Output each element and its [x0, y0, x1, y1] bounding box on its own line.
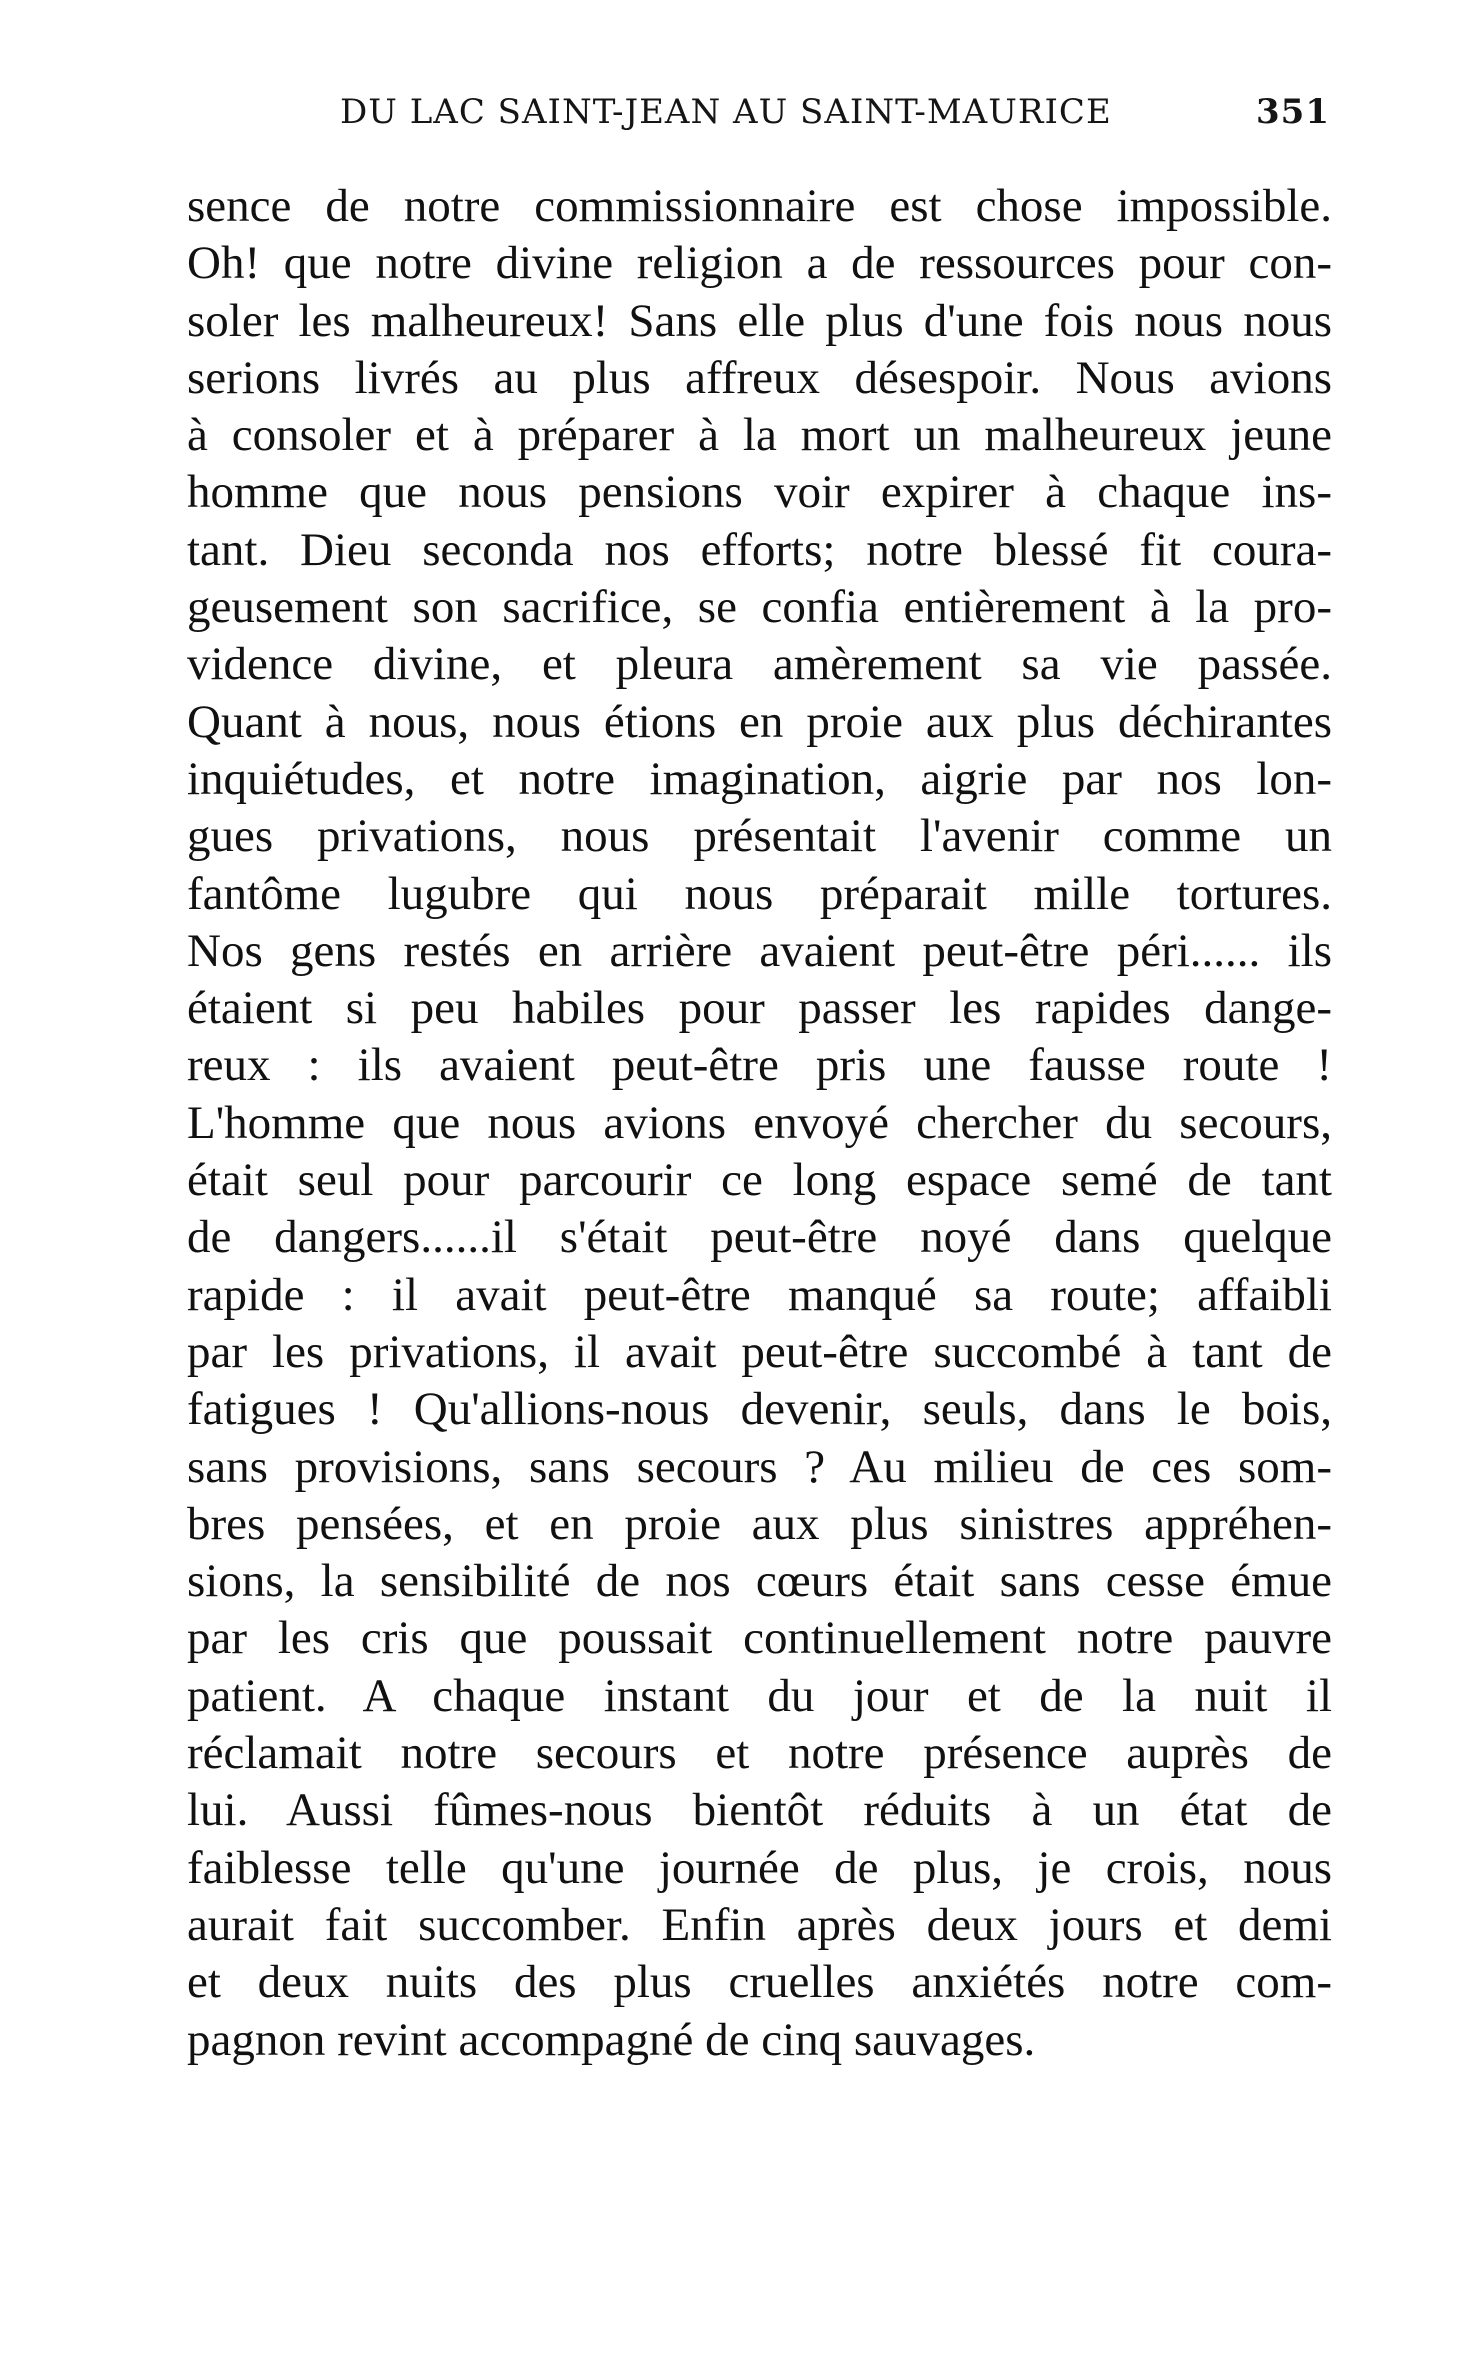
text-line: Quant à nous, nous étions en proie aux plus déchirantes — [187, 695, 1332, 748]
text-line: lui. Aussi fûmes-nous bientôt réduits à un état de — [187, 1784, 1332, 1837]
text-line: pagnon revint accompagné de cinq sauvages. — [187, 2013, 1036, 2066]
text-line: à consoler et à préparer à la mort un malheureux jeune — [187, 409, 1332, 462]
running-head — [340, 92, 1330, 142]
text-line: étaient si peu habiles pour passer les rapides dange- — [187, 982, 1332, 1035]
text-line: reux : ils avaient peut-être pris une fausse route ! — [187, 1039, 1332, 1092]
text-line: fantôme lugubre qui nous préparait mille tortures. — [187, 867, 1332, 920]
text-line: par les cris que poussait continuellement notre pauvre — [187, 1612, 1332, 1665]
text-line: Oh! que notre divine religion a de ressources pour con- — [187, 237, 1332, 290]
text-line: tant. Dieu seconda nos efforts; notre blessé fit coura- — [187, 523, 1332, 576]
text-line: gues privations, nous présentait l'avenir comme un — [187, 810, 1332, 863]
text-line: rapide : il avait peut-être manqué sa route; affaibli — [187, 1268, 1332, 1321]
text-line: Nos gens restés en arrière avaient peut-être péri...... ils — [187, 924, 1332, 977]
text-line: sans provisions, sans secours ? Au milieu de ces som- — [187, 1440, 1332, 1493]
page-number: 351 — [1256, 92, 1330, 132]
text-line: patient. A chaque instant du jour et de la nuit il — [187, 1669, 1332, 1722]
text-line: de dangers......il s'était peut-être noyé dans quelque — [187, 1211, 1332, 1264]
text-line: serions livrés au plus affreux désespoir. Nous avions — [187, 351, 1332, 404]
text-line: par les privations, il avait peut-être succombé à tant de — [187, 1325, 1332, 1378]
text-line: soler les malheureux! Sans elle plus d'une fois nous nous — [187, 294, 1332, 347]
text-line: sions, la sensibilité de nos cœurs était sans cesse émue — [187, 1555, 1332, 1608]
text-line: L'homme que nous avions envoyé chercher du secours, — [187, 1096, 1332, 1149]
text-line: était seul pour parcourir ce long espace semé de tant — [187, 1154, 1332, 1207]
text-line: geusement son sacrifice, se confia entièrement à la pro- — [187, 581, 1332, 634]
text-line: vidence divine, et pleura amèrement sa vie passée. — [187, 638, 1332, 691]
body-paragraph — [187, 178, 1332, 2069]
text-line: inquiétudes, et notre imagination, aigrie par nos lon- — [187, 752, 1332, 805]
text-line: fatigues ! Qu'allions-nous devenir, seuls, dans le bois, — [187, 1383, 1332, 1436]
text-line: faiblesse telle qu'une journée de plus, je crois, nous — [187, 1841, 1332, 1894]
running-title: DU LAC SAINT-JEAN AU SAINT-MAURICE — [340, 92, 1112, 132]
text-line: et deux nuits des plus cruelles anxiétés notre com- — [187, 1956, 1332, 2009]
text-line: sence de notre commissionnaire est chose impossible. — [187, 180, 1332, 232]
text-line: réclamait notre secours et notre présence auprès de — [187, 1727, 1332, 1780]
text-line: homme que nous pensions voir expirer à chaque ins- — [187, 466, 1332, 519]
text-line: aurait fait succomber. Enfin après deux jours et demi — [187, 1898, 1332, 1951]
text-line: bres pensées, et en proie aux plus sinistres appréhen- — [187, 1497, 1332, 1550]
